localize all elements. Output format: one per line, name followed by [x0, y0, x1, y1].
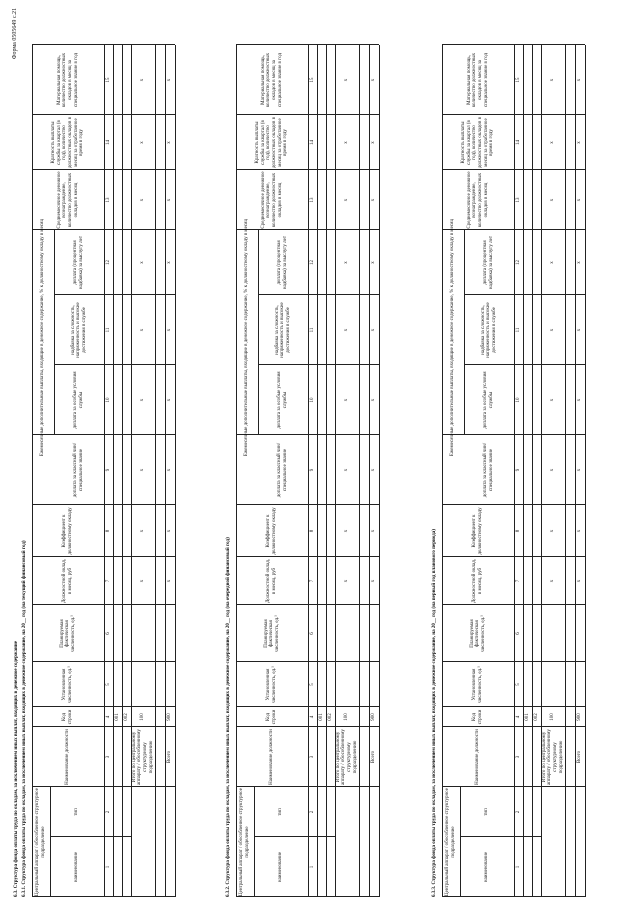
grid-line	[464, 364, 585, 365]
x-mark: x	[140, 328, 146, 332]
x-mark: x	[167, 468, 173, 472]
grid-line	[442, 661, 585, 662]
column-number: 7	[105, 579, 111, 583]
form-code: Форма 0505649 с.21	[12, 8, 18, 60]
header-type: тип	[484, 808, 490, 816]
header-extra: Ежемесячные дополнительные выплаты, входящие в денежное содержание, % к должностному окладу в месяц	[450, 218, 456, 457]
header-e5: доплата (процентная надбавка) за выслугу лет	[483, 235, 494, 290]
column-number: 15	[309, 77, 315, 83]
header-bonus: Материальная помощь, количество должностных окладов в месяц за специальное звание в год	[56, 52, 79, 108]
column-number: 8	[515, 529, 521, 533]
x-mark: x	[167, 529, 173, 533]
header-name: наименование	[484, 851, 490, 883]
x-mark: x	[167, 328, 173, 332]
grid-line	[50, 836, 131, 837]
grid-line	[460, 836, 541, 837]
grid-line	[565, 45, 566, 897]
x-mark: x	[577, 198, 583, 202]
row-code: 002	[533, 713, 539, 721]
column-number: 4	[105, 715, 111, 719]
grid-line	[532, 45, 533, 897]
x-mark: x	[550, 78, 556, 82]
column-number: 6	[309, 632, 315, 635]
column-number: 2	[515, 810, 521, 814]
column-number: 15	[105, 77, 111, 83]
header-term: Кратность выплаты службы за квартал (в год), количество должностных окладов в месяц за отработанное время в году	[461, 116, 495, 169]
x-mark: x	[550, 579, 556, 583]
column-number: 9	[515, 468, 521, 472]
column-number: 1	[309, 865, 315, 869]
x-mark: x	[167, 579, 173, 583]
grand-total-label: Всего	[577, 750, 583, 764]
column-number: 9	[105, 468, 111, 472]
header-avg: Среднемесячное денежное вознаграждение, количество должностных окладов в месяц	[466, 171, 489, 229]
header-term: Кратность выплаты службы за квартал (в год), количество должностных окладов в месяц за отработанное время в году	[255, 116, 289, 169]
row-code: 001	[524, 713, 530, 721]
column-number: 11	[105, 327, 111, 333]
total-code: 900	[167, 713, 173, 721]
grid-line	[54, 294, 175, 295]
x-mark: x	[167, 261, 173, 264]
header-e4: надбавка за сложность, напряженность и высокие достижения в службе	[480, 302, 497, 358]
column-number: 14	[515, 140, 521, 145]
header-extra: Ежемесячные дополнительные выплаты, входящие в денежное содержание, % к должностному окладу в месяц	[40, 218, 46, 457]
grand-total-label: Всего	[371, 750, 377, 764]
column-number: 10	[309, 397, 315, 403]
column-number: 2	[309, 810, 315, 814]
x-mark: x	[140, 579, 146, 583]
header-avg: Среднемесячное денежное вознаграждение, количество должностных окладов в месяц	[260, 171, 283, 229]
x-mark: x	[344, 398, 350, 402]
column-number: 3	[309, 755, 315, 759]
header-staff: Установленная численность, ед.¹	[266, 666, 277, 703]
column-number: 15	[515, 77, 521, 83]
grid-line	[464, 294, 585, 295]
grid-line	[155, 45, 156, 897]
column-number: 14	[309, 140, 315, 145]
grid-line	[236, 786, 379, 787]
x-mark: x	[140, 398, 146, 402]
header-type: тип	[74, 808, 80, 816]
x-mark: x	[344, 261, 350, 264]
column-number: 6	[515, 632, 521, 635]
x-mark: x	[371, 529, 377, 533]
column-number: 7	[515, 579, 521, 583]
x-mark: x	[550, 328, 556, 332]
header-actual: Планируемая фактическая численность, ед.¹	[469, 615, 486, 652]
grid-line	[258, 294, 379, 295]
grid-line	[258, 364, 379, 365]
subtotal-label: Итого по центральному аппарату / обособленному структурному подразделению	[335, 729, 358, 785]
header-org: Центральный аппарат / обособленное структурное подразделение	[445, 788, 456, 896]
x-mark: x	[577, 78, 583, 82]
x-mark: x	[140, 261, 146, 264]
total-code: 100	[550, 713, 556, 721]
table-title: 6.3.2. Структура фонда оплаты труда по окладам, за исключением иных выплат, входящих в денежное содержание, на 20__ год (на очередной финансовый год)	[226, 537, 231, 897]
header-e2: доплата за особые условия службы	[73, 371, 84, 429]
column-number: 5	[515, 683, 521, 686]
subtotal-label: Итого по центральному аппарату / обособленному структурному подразделению	[541, 729, 564, 785]
column-number: 11	[309, 327, 315, 333]
header-code: Код строки	[62, 709, 73, 725]
header-bonus: Материальная помощь, количество должностных окладов в месяц за специальное звание в год	[466, 52, 489, 108]
column-number: 14	[105, 140, 111, 145]
x-mark: x	[577, 529, 583, 533]
header-e2: доплата за особые условия службы	[277, 371, 288, 429]
header-term: Кратность выплаты службы за квартал (в год), количество должностных окладов в месяц за отработанное время в году	[51, 116, 85, 169]
header-e5: доплата (процентная надбавка) за выслугу лет	[73, 235, 84, 290]
header-e2: доплата за особые условия службы	[483, 371, 494, 429]
x-mark: x	[140, 141, 146, 144]
x-mark: x	[550, 141, 556, 144]
x-mark: x	[167, 78, 173, 82]
grid-line	[442, 786, 585, 787]
x-mark: x	[344, 529, 350, 533]
x-mark: x	[371, 141, 377, 144]
grid-line	[523, 45, 524, 897]
x-mark: x	[577, 468, 583, 472]
x-mark: x	[371, 261, 377, 264]
grid-line	[379, 45, 380, 897]
column-number: 11	[515, 327, 521, 333]
x-mark: x	[550, 198, 556, 202]
column-number: 6	[105, 632, 111, 635]
header-coef: Коэффициент к должностному окладу	[472, 507, 483, 555]
header-name: наименование	[278, 851, 284, 883]
column-number: 12	[105, 260, 111, 265]
header-position: Наименование должности	[475, 729, 481, 785]
row-code: 001	[318, 713, 324, 721]
section-title: 6.3. Структура фонда оплаты труда по окладам, за исключением иных выплат, входящих в денежное содержание	[14, 640, 19, 897]
column-number: 4	[309, 715, 315, 719]
x-mark: x	[371, 579, 377, 583]
grid-line	[54, 364, 175, 365]
grid-line	[175, 45, 176, 897]
header-e1: доплата за классный чин/ специальное звание	[483, 442, 494, 498]
row-code: 001	[114, 713, 120, 721]
header-avg: Среднемесячное денежное вознаграждение, количество должностных окладов в месяц	[56, 171, 79, 229]
column-number: 12	[515, 260, 521, 265]
x-mark: x	[140, 529, 146, 533]
header-position: Наименование должности	[65, 729, 71, 785]
x-mark: x	[167, 141, 173, 144]
header-staff: Установленная численность, ед.¹	[62, 666, 73, 703]
row-code: 002	[123, 713, 129, 721]
header-code: Код строки	[266, 709, 277, 725]
x-mark: x	[577, 141, 583, 144]
x-mark: x	[550, 529, 556, 533]
total-code: 100	[140, 713, 146, 721]
column-number: 12	[309, 260, 315, 265]
x-mark: x	[371, 398, 377, 402]
grid-line	[585, 45, 586, 897]
grid-line	[32, 896, 175, 897]
column-number: 2	[105, 810, 111, 814]
header-actual: Планируемая фактическая численность, ед.¹	[59, 615, 76, 652]
grid-line	[32, 786, 175, 787]
grid-line	[442, 896, 585, 897]
header-position: Наименование должности	[269, 729, 275, 785]
column-number: 1	[105, 865, 111, 869]
header-code: Код строки	[472, 709, 483, 725]
x-mark: x	[550, 261, 556, 264]
x-mark: x	[577, 579, 583, 583]
grid-line	[236, 661, 379, 662]
x-mark: x	[140, 468, 146, 472]
x-mark: x	[344, 198, 350, 202]
grid-line	[254, 836, 335, 837]
header-name: наименование	[74, 851, 80, 883]
header-salary: Должностной оклад, в месяц, руб	[62, 558, 73, 604]
grid-line	[32, 661, 175, 662]
header-staff: Установленная численность, ед.¹	[472, 666, 483, 703]
total-code: 100	[344, 713, 350, 721]
x-mark: x	[167, 198, 173, 202]
header-e1: доплата за классный чин/ специальное звание	[73, 442, 84, 498]
column-number: 9	[309, 468, 315, 472]
column-number: 3	[105, 755, 111, 759]
x-mark: x	[140, 198, 146, 202]
x-mark: x	[344, 78, 350, 82]
column-number: 3	[515, 755, 521, 759]
header-e5: доплата (процентная надбавка) за выслугу лет	[277, 235, 288, 290]
header-e4: надбавка за сложность, напряженность и высокие достижения в службе	[70, 302, 87, 358]
header-salary: Должностной оклад, в месяц, руб	[472, 558, 483, 604]
column-number: 7	[309, 579, 315, 583]
x-mark: x	[344, 141, 350, 144]
column-number: 8	[309, 529, 315, 533]
grid-line	[122, 45, 123, 897]
header-org: Центральный аппарат / обособленное структурное подразделение	[35, 788, 46, 896]
x-mark: x	[344, 579, 350, 583]
header-org: Центральный аппарат / обособленное структурное подразделение	[239, 788, 250, 896]
x-mark: x	[167, 398, 173, 402]
table-title: 6.3.1. Структура фонда оплаты труда по окладам, за исключением иных выплат, входящих в денежное содержание, на 20__ год (на текущий финансовый год)	[22, 540, 27, 897]
header-coef: Коэффициент к должностному окладу	[266, 507, 277, 555]
x-mark: x	[371, 468, 377, 472]
subtotal-label: Итого по центральному аппарату / обособленному структурному подразделению	[131, 729, 154, 785]
x-mark: x	[371, 328, 377, 332]
x-mark: x	[577, 328, 583, 332]
grid-line	[326, 45, 327, 897]
grid-line	[317, 45, 318, 897]
column-number: 10	[105, 397, 111, 403]
column-number: 10	[515, 397, 521, 403]
x-mark: x	[550, 468, 556, 472]
header-salary: Должностной оклад, в месяц, руб	[266, 558, 277, 604]
grid-line	[236, 896, 379, 897]
header-e1: доплата за классный чин/ специальное звание	[277, 442, 288, 498]
x-mark: x	[344, 468, 350, 472]
x-mark: x	[550, 398, 556, 402]
table-title: 6.3.3. Структура фонда оплаты труда по окладам, за исключением иных выплат, входящих в денежное содержание, на 20__ год (на первый год планового периода)	[432, 529, 437, 897]
total-code: 900	[371, 713, 377, 721]
x-mark: x	[140, 78, 146, 82]
column-number: 13	[309, 197, 315, 203]
x-mark: x	[371, 78, 377, 82]
header-type: тип	[278, 808, 284, 816]
total-code: 900	[577, 713, 583, 721]
column-number: 8	[105, 529, 111, 533]
header-coef: Коэффициент к должностному окладу	[62, 507, 73, 555]
grand-total-label: Всего	[167, 750, 173, 764]
header-actual: Планируемая фактическая численность, ед.¹	[263, 615, 280, 652]
column-number: 13	[105, 197, 111, 203]
header-e4: надбавка за сложность, напряженность и высокие достижения в службе	[274, 302, 291, 358]
column-number: 4	[515, 715, 521, 719]
x-mark: x	[371, 198, 377, 202]
x-mark: x	[344, 328, 350, 332]
x-mark: x	[577, 398, 583, 402]
column-number: 5	[309, 683, 315, 686]
grid-line	[113, 45, 114, 897]
column-number: 1	[515, 865, 521, 869]
x-mark: x	[577, 261, 583, 264]
header-bonus: Материальная помощь, количество должностных окладов в месяц за специальное звание в год	[260, 52, 283, 108]
column-number: 5	[105, 683, 111, 686]
row-code: 002	[327, 713, 333, 721]
column-number: 13	[515, 197, 521, 203]
grid-line	[359, 45, 360, 897]
header-extra: Ежемесячные дополнительные выплаты, входящие в денежное содержание, % к должностному окладу в месяц	[244, 218, 250, 457]
